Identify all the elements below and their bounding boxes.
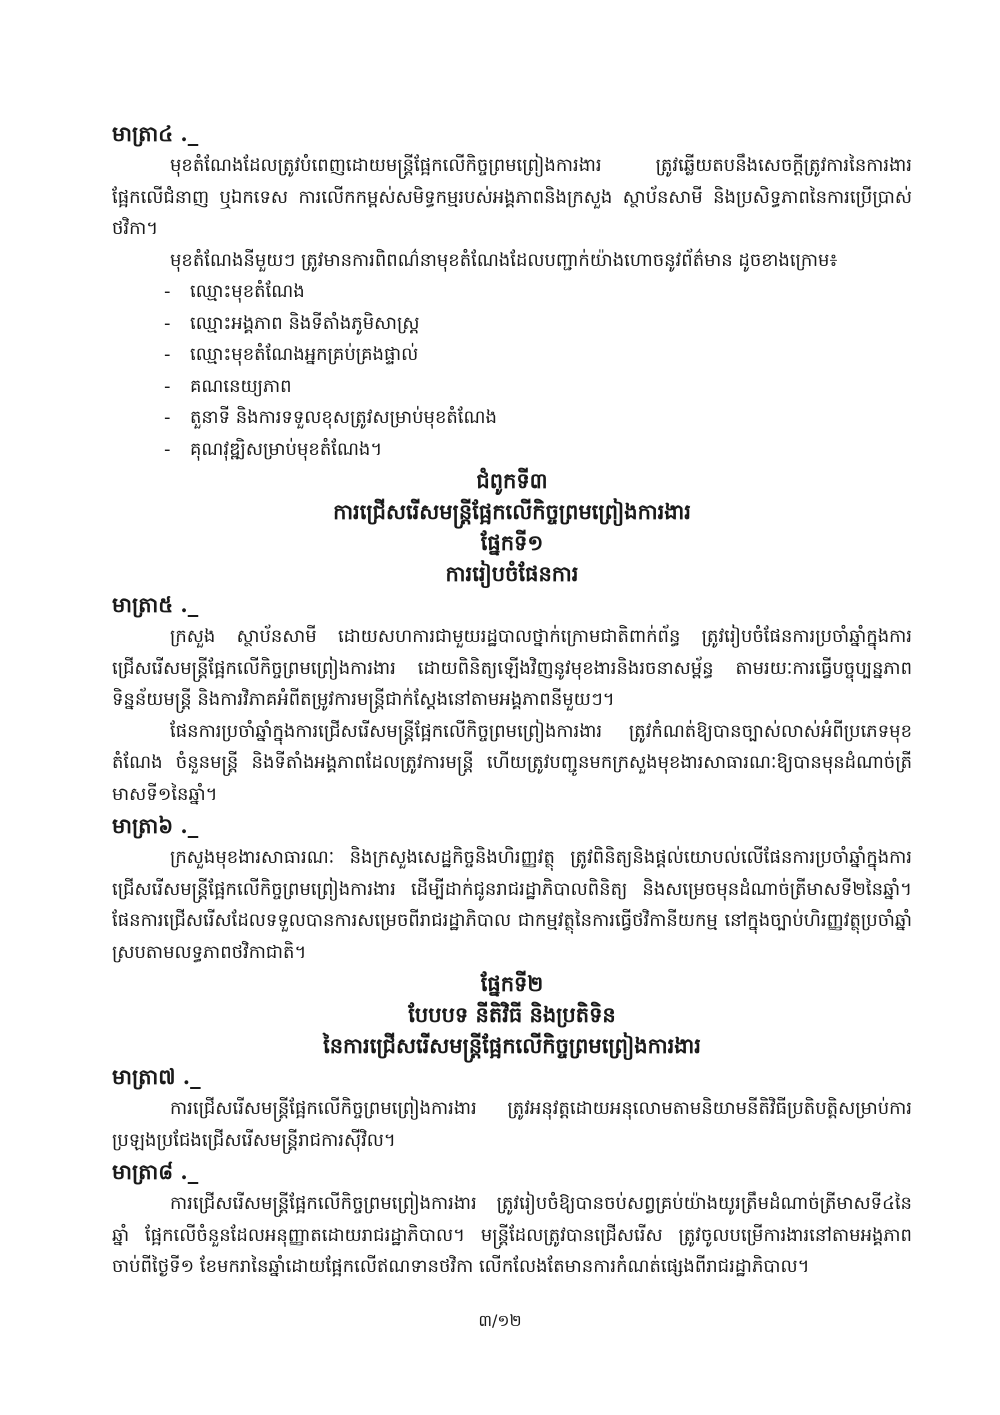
section-heading: ជំពូកទី៣ <box>476 468 548 493</box>
list-dash: - <box>164 438 171 460</box>
list-item <box>164 434 912 466</box>
list-item-text: ឈ្មោះអង្គភាព និងទីតាំងភូមិសាស្ត្រ <box>190 312 420 334</box>
section-heading: នៃការជ្រើសរើសមន្ត្រីផ្អែកលើកិច្ចព្រមព្រៀងការងារ <box>323 1033 701 1058</box>
list-item <box>164 402 912 434</box>
list-dash: - <box>164 375 171 397</box>
paragraph: ក្រសួង ស្ថាប័នសាមី ដោយសហការជាមួយរដ្ឋបាលថ្នាក់ក្រោមជាតិពាក់ព័ន្ធ ត្រូវរៀបចំផែនការប្រចាំឆ្នាំក្នុងការជ្រើសរើសមន្ត្រីផ្អែកលើកិច្ចព្រមព្រៀងការងារ ដោយពិនិត្យឡើងវិញនូវមុខងារនិងរចនាសម្ព័ន្ធ តាមរយៈការធ្វើបច្ចុប្បន្នភាពទិន្នន័យមន្ត្រី និងការវិភាគអំពីតម្រូវការមន្ត្រីជាក់ស្តែងនៅតាមអង្គភាពនីមួយៗ។ <box>112 626 912 710</box>
list-dash: - <box>164 407 171 428</box>
article-heading: មាត្រា៦ ._ <box>112 813 199 838</box>
list-item-text: គណនេយ្យភាព <box>190 375 292 397</box>
article-heading: មាត្រា៥ ._ <box>112 592 199 617</box>
paragraph: ការជ្រើសរើសមន្ត្រីផ្អែកលើកិច្ចព្រមព្រៀងការងារ ត្រូវរៀបចំឱ្យបានចប់សព្វគ្រប់យ៉ាងយូរត្រឹមដំណាច់ត្រីមាសទី៤នៃឆ្នាំ ផ្អែកលើចំនួនដែលអនុញ្ញាតដោយរាជរដ្ឋាភិបាល។ មន្ត្រីដែលត្រូវបានជ្រើសរើស ត្រូវចូលបម្រើការងារនៅតាមអង្គភាពចាប់ពីថ្ងៃទី១ ខែមករានៃឆ្នាំដោយផ្អែកលើឥណទានថវិកា លើកលែងតែមានការកំណត់ផ្សេងពីរាជរដ្ឋាភិបាល។ <box>112 1193 912 1277</box>
list-item-text: ឈ្មោះមុខតំណែង <box>190 281 305 302</box>
list-item <box>164 339 912 371</box>
paragraph: មុខតំណែងនីមួយៗ ត្រូវមានការពិពណ៌នាមុខតំណែងដែលបញ្ជាក់យ៉ាងហោចនូវព័ត៌មាន ដូចខាងក្រោម៖ <box>170 249 838 271</box>
list-item-text: ឈ្មោះមុខតំណែងអ្នកគ្រប់គ្រងផ្ទាល់ <box>190 344 419 365</box>
list-item <box>164 276 912 308</box>
document-body <box>112 118 912 1283</box>
section-heading: ការជ្រើសរើសមន្ត្រីផ្អែកលើកិច្ចព្រមព្រៀងការងារ <box>333 499 691 524</box>
article-heading: មាត្រា៨ ._ <box>112 1159 199 1184</box>
paragraph: ការជ្រើសរើសមន្ត្រីផ្អែកលើកិច្ចព្រមព្រៀងការងារ ត្រូវអនុវត្តដោយអនុលោមតាមនិយាមនីតិវិធីប្រតិបត្តិសម្រាប់ការប្រឡងប្រជែងជ្រើសរើសមន្ត្រីរាជការស៊ីវិល។ <box>112 1098 912 1151</box>
page-number: ៣/១២ <box>478 1311 522 1330</box>
paragraph: មុខតំណែងដែលត្រូវបំពេញដោយមន្ត្រីផ្អែកលើកិច្ចព្រមព្រៀងការងារ ត្រូវឆ្លើយតបនឹងសេចក្តីត្រូវការនៃការងារផ្អែកលើជំនាញ ឬឯកទេស ការលើកកម្ពស់សមិទ្ធកម្មរបស់អង្គភាពនិងក្រសួង ស្ថាប័នសាមី និងប្រសិទ្ធភាពនៃការប្រើប្រាស់ថវិកា។ <box>112 155 912 239</box>
section-heading: ការរៀបចំផែនការ <box>445 561 579 586</box>
list-item <box>164 308 912 340</box>
article-heading: មាត្រា៧ ._ <box>112 1064 201 1089</box>
list-item-text: គុណវុឌ្ឍិសម្រាប់មុខតំណែង។ <box>190 438 383 460</box>
list-dash: - <box>164 344 171 365</box>
list-item-text: តួនាទី និងការទទួលខុសត្រូវសម្រាប់មុខតំណែង <box>190 407 497 428</box>
section-heading: ផ្នែកទី១ <box>480 530 544 555</box>
section-heading: បែបបទ នីតិវិធី និងប្រតិទិន <box>408 1002 616 1027</box>
article-heading: មាត្រា៤ ._ <box>112 121 199 146</box>
paragraph: ក្រសួងមុខងារសាធារណៈ និងក្រសួងសេដ្ឋកិច្ចនិងហិរញ្ញវត្ថុ ត្រូវពិនិត្យនិងផ្តល់យោបល់លើផែនការប្រចាំឆ្នាំក្នុងការជ្រើសរើសមន្ត្រីផ្អែកលើកិច្ចព្រមព្រៀងការងារ ដើម្បីដាក់ជូនរាជរដ្ឋាភិបាលពិនិត្យ និងសម្រេចមុនដំណាច់ត្រីមាសទី២នៃឆ្នាំ។ ផែនការជ្រើសរើសដែលទទួលបានការសម្រេចពីរាជរដ្ឋាភិបាល ជាកម្មវត្ថុនៃការធ្វើថវិកានីយកម្ម នៅក្នុងច្បាប់ហិរញ្ញវត្ថុប្រចាំឆ្នាំស្របតាមលទ្ធភាពថវិកាជាតិ។ <box>112 847 912 963</box>
paragraph: ផែនការប្រចាំឆ្នាំក្នុងការជ្រើសរើសមន្ត្រីផ្អែកលើកិច្ចព្រមព្រៀងការងារ ត្រូវកំណត់ឱ្យបានច្បាស់លាស់អំពីប្រភេទមុខតំណែង ចំនួនមន្ត្រី និងទីតាំងអង្គភាពដែលត្រូវការមន្ត្រី ហើយត្រូវបញ្ជូនមកក្រសួងមុខងារសាធារណៈឱ្យបានមុនដំណាច់ត្រីមាសទី១នៃឆ្នាំ។ <box>112 720 912 805</box>
list-item <box>164 371 912 403</box>
list-dash: - <box>164 281 171 302</box>
list-dash: - <box>164 312 171 334</box>
section-heading: ផ្នែកទី២ <box>480 971 544 996</box>
requirements-list <box>112 276 912 465</box>
